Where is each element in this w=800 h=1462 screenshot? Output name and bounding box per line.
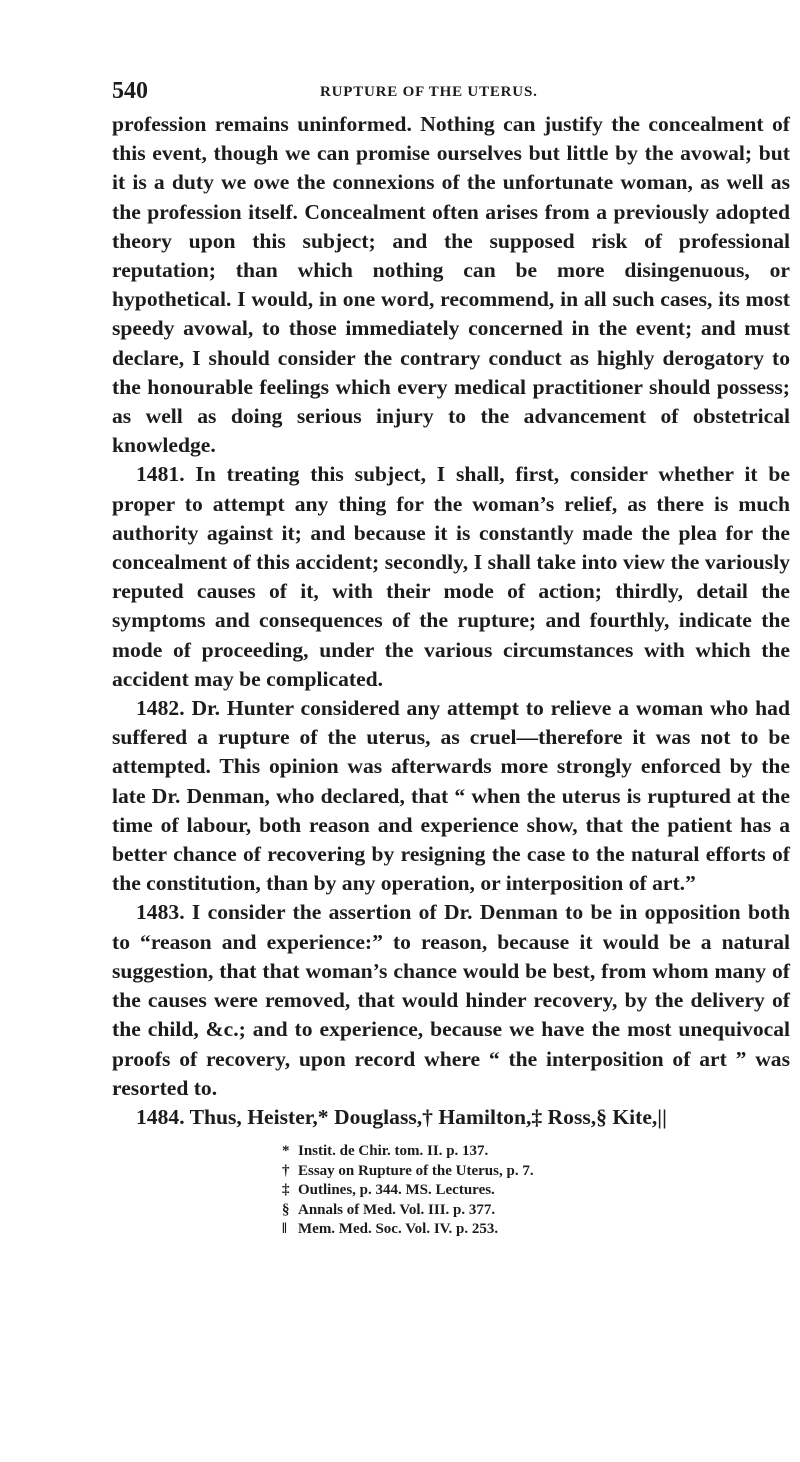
footnote (282, 1201, 790, 1221)
paragraph-1484 (112, 1103, 790, 1132)
paragraph-number: 1483. (136, 900, 185, 925)
running-head: RUPTURE OF THE UTERUS. (320, 84, 538, 100)
paragraph-continued (112, 110, 790, 460)
paragraph-text: profession remains uninformed. Nothing can justify the concealment of this event, though we can promise ourselves but little by the avowal; but it is a duty we owe the connexions of the unfortunate woman, as well as the profession itself. Concealment often arises from a previously adopted theory upon this subject; and the supposed risk of professional reputation; than which nothing can be more disingenuous, or hypothetical. I would, in one word, recommend, in all such cases, its most speedy avowal, to those immediately concerned in the event; and must declare, I should consider the contrary conduct as highly derogatory to the honourable feelings which every medical practitioner should possess; as well as doing serious injury to the advancement of obstetrical knowledge. (112, 112, 790, 458)
footnote-text: Outlines, p. 344. MS. Lectures. (298, 1182, 495, 1199)
footnote-mark: ‖ (282, 1221, 287, 1238)
footnote-text: Essay on Rupture of the Uterus, p. 7. (298, 1162, 534, 1179)
paragraph-number: 1482. (136, 696, 185, 721)
book-page (112, 78, 790, 1240)
footnote (282, 1142, 790, 1162)
footnote-text: Instit. de Chir. tom. II. p. 137. (298, 1143, 489, 1160)
footnote-mark: * (282, 1143, 290, 1160)
footnote (282, 1181, 790, 1201)
footnote-text: Mem. Med. Soc. Vol. IV. p. 253. (298, 1221, 499, 1238)
footnote-mark: ‡ (282, 1182, 290, 1199)
footnote (282, 1220, 790, 1240)
paragraph-text: Thus, Heister,* Douglass,† Hamilton,‡ Ross,§ Kite,|| (189, 1104, 667, 1129)
paragraph-1481 (112, 460, 790, 694)
footnotes (112, 1142, 790, 1240)
footnote (282, 1162, 790, 1182)
page-number: 540 (112, 78, 148, 104)
footnote-mark: † (282, 1162, 290, 1179)
paragraph-text: In treating this subject, I shall, first, consider whether it be proper to attempt any thing for the woman’s relief, as there is much authority against it; and because it is constantly made the plea for the concealment of this accident; secondly, I shall take into view the variously reputed causes of it, with their mode of action; thirdly, detail the symptoms and consequences of the rupture; and fourthly, indicate the mode of proceeding, under the various circumstances with which the accident may be complicated. (112, 462, 790, 691)
paragraph-text: I consider the assertion of Dr. Denman to be in opposition both to “reason and experience:” to reason, because it would be a natural suggestion, that that woman’s chance would be best, from whom many of the causes were removed, that would hinder recovery, by the delivery of the child, &c.; and to experience, because we have the most unequivocal proofs of recovery, upon record where “ the interposition of art ” was resorted to. (112, 900, 790, 1100)
paragraph-number: 1484. (136, 1104, 185, 1129)
footnote-mark: § (282, 1201, 290, 1218)
paragraph-number: 1481. (136, 462, 185, 487)
footnote-text: Annals of Med. Vol. III. p. 377. (298, 1201, 496, 1218)
paragraph-1482 (112, 694, 790, 898)
body-text (112, 110, 790, 1132)
paragraph-text: Dr. Hunter considered any attempt to relieve a woman who had suffered a rupture of the uterus, as cruel—therefore it was not to be attempted. This opinion was afterwards more strongly enforced by the late Dr. Denman, who declared, that “ when the uterus is ruptured at the time of labour, both reason and experience show, that the patient has a better chance of recovering by resigning the case to the natural efforts of the constitution, than by any operation, or interposition of art.” (112, 696, 790, 896)
paragraph-1483 (112, 898, 790, 1102)
page-header (112, 78, 790, 108)
